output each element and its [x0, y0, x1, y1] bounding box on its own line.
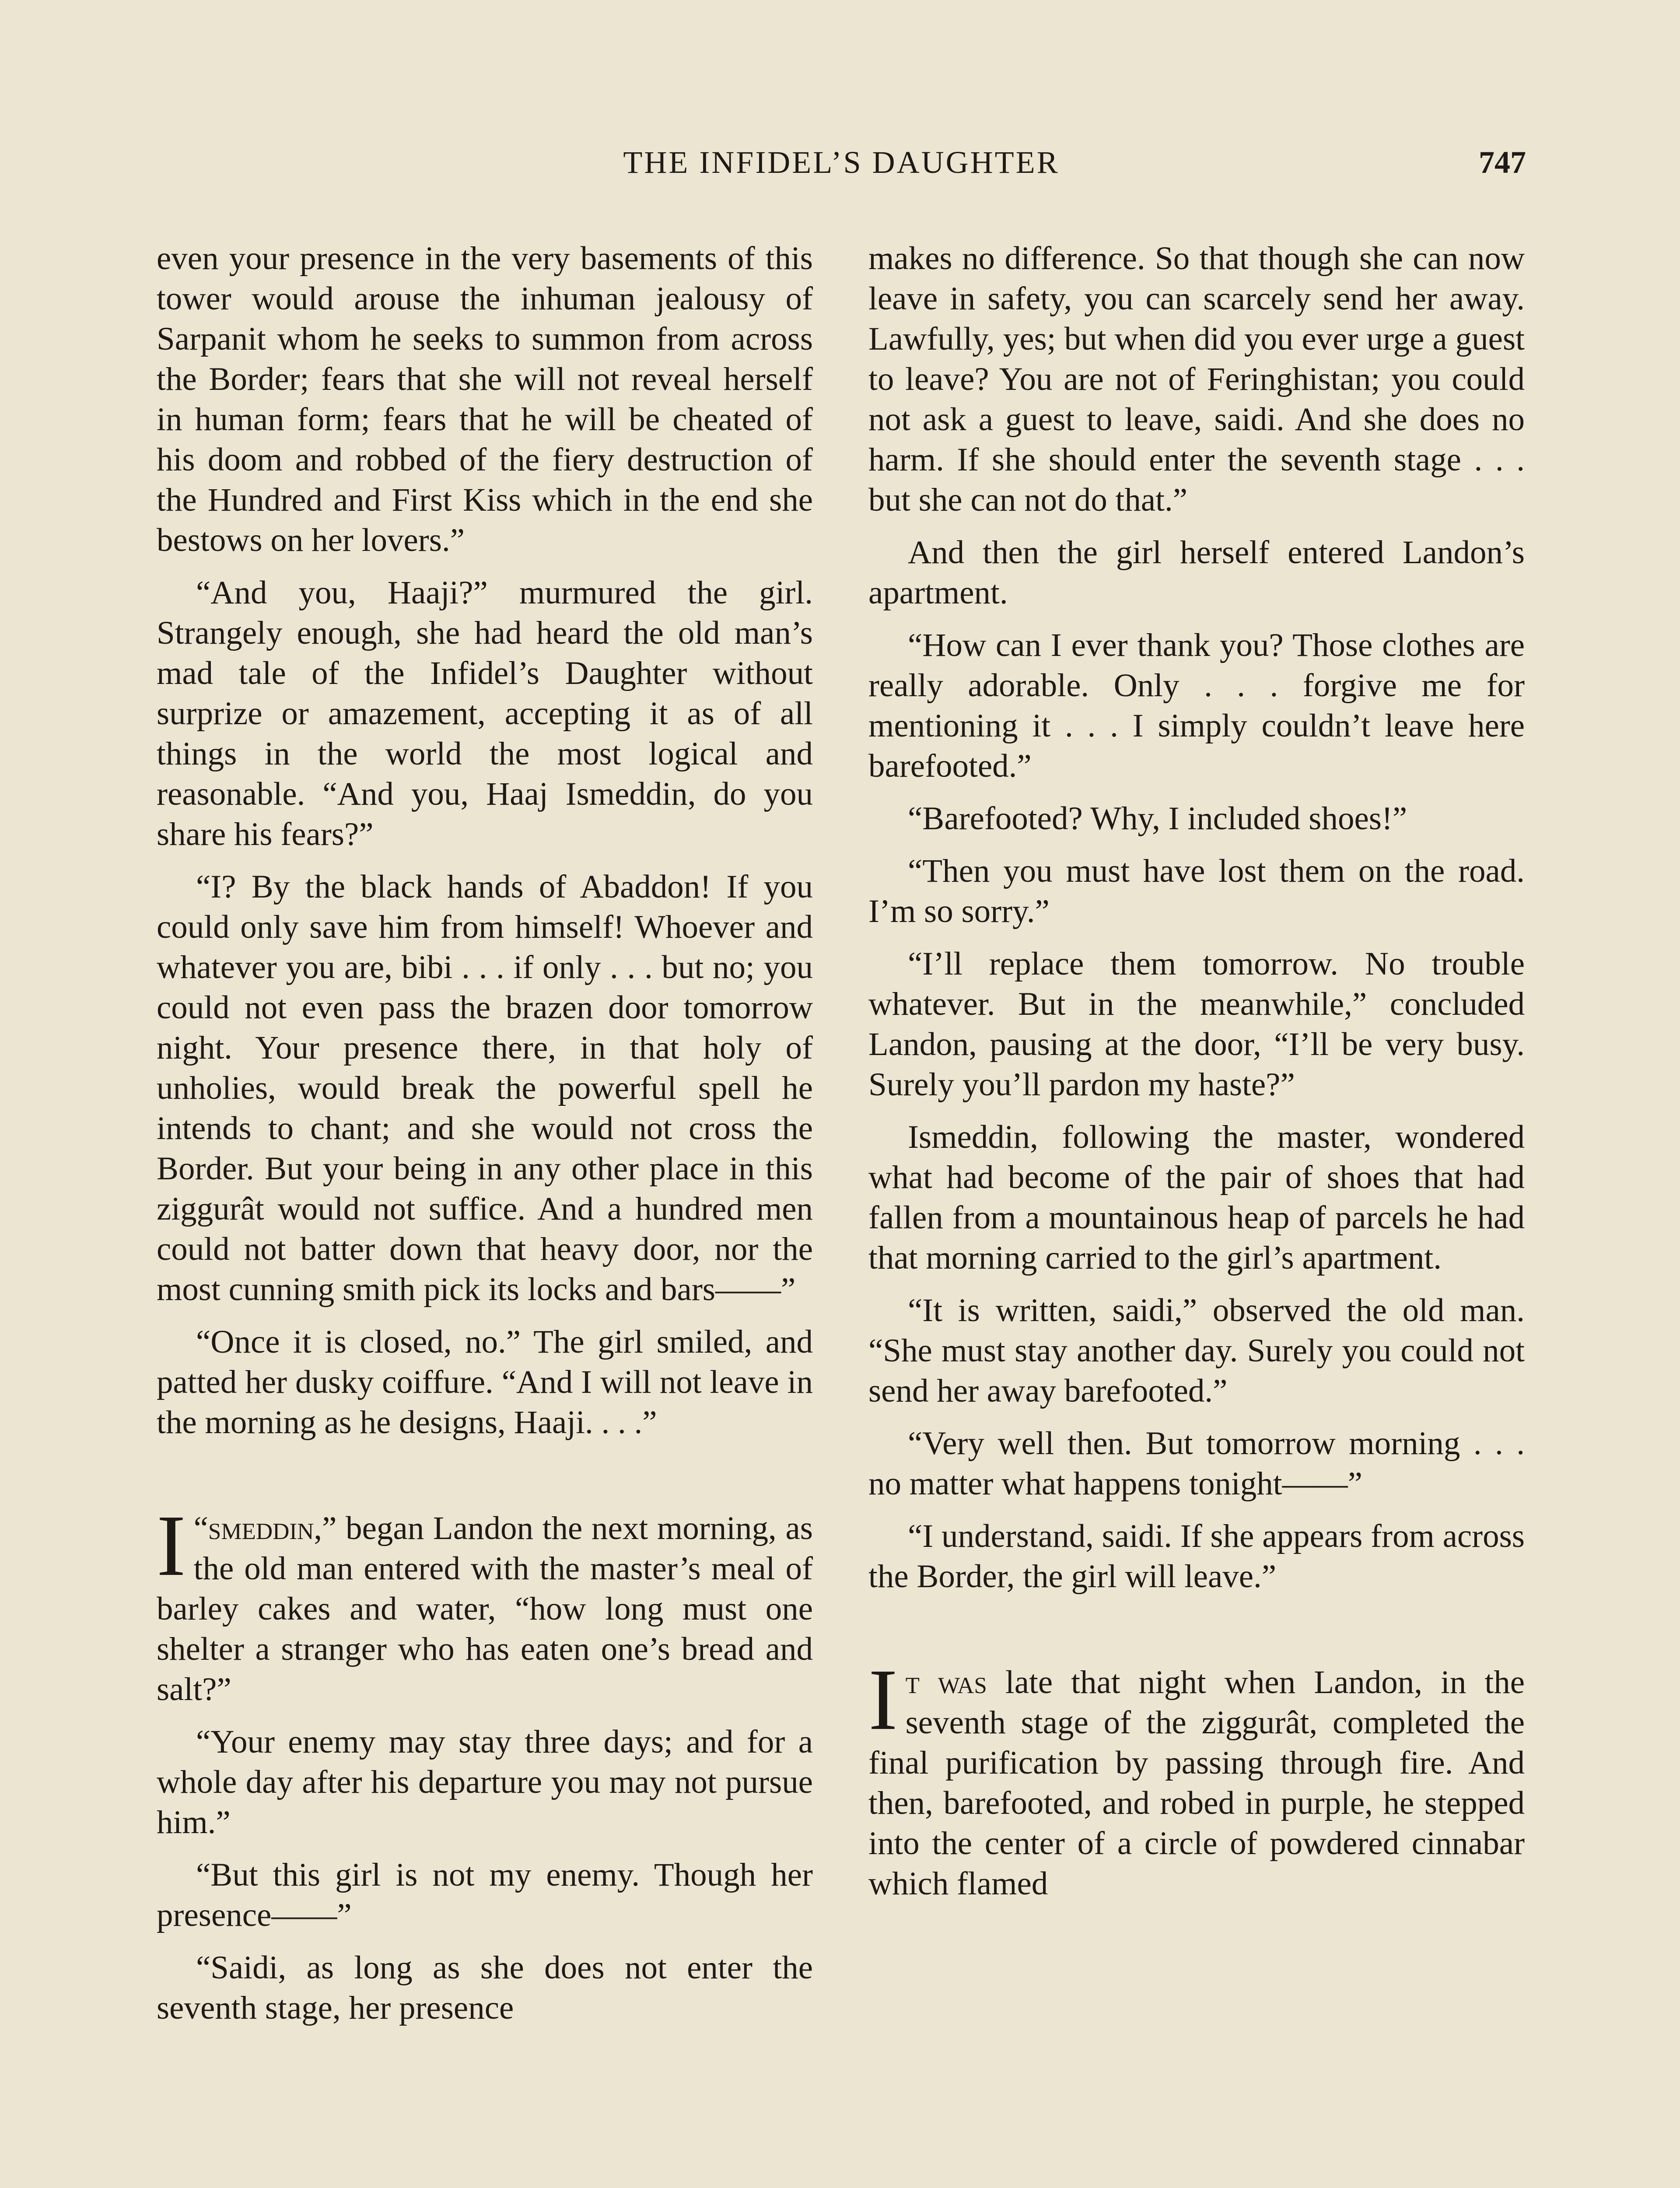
smallcaps-lead: t was	[905, 1664, 987, 1701]
paragraph: even your presence in the very basements of this tower would arouse the inhuman jealousy of Sarpanit whom he seeks to summon from across the Border; fears that she will not reveal herself in human form; fears that he will be cheated of his doom and robbed of the fiery destruction of the Hundred and First Kiss which in the end she bestows on her lovers.”	[157, 240, 813, 558]
paragraph: “Then you must have lost them on the road. I’m so sorry.”	[868, 853, 1525, 929]
paragraph: “Saidi, as long as she does not enter the seventh stage, her presence	[157, 1950, 813, 2026]
paragraph: “Barefooted? Why, I included shoes!”	[908, 800, 1407, 837]
paragraph: Ismeddin, following the master, wondered what had become of the pair of shoes that had fallen from a mountainous heap of parcels he had that morning carried to the girl’s apartment.	[868, 1119, 1525, 1276]
paragraph: “But this girl is not my enemy. Though her presence——”	[157, 1857, 813, 1933]
paragraph: “I understand, saidi. If she appears from across the Border, the girl will leave.”	[868, 1518, 1525, 1595]
paragraph: “Very well then. But tomorrow morning . . . no matter what happens tonight——”	[868, 1425, 1525, 1502]
smallcaps-lead: smeddin,	[208, 1510, 322, 1546]
paragraph: “Your enemy may stay three days; and for a whole day after his departure you may not pursue him.”	[157, 1724, 813, 1841]
paragraph: And then the girl herself entered Landon’s apartment.	[868, 534, 1525, 611]
page-header	[157, 144, 1526, 197]
section-opening-paragraph	[157, 1497, 813, 1710]
section-opening-paragraph	[868, 1652, 1525, 1904]
running-title: THE INFIDEL’S DAUGHTER	[623, 145, 1060, 180]
paragraph-text: ” began Landon the next morning, as the old man entered with the master’s meal of barley cakes and water, “how long must one shelter a stranger who has eaten one’s bread and salt?”	[157, 1510, 813, 1708]
paragraph-text: late that night when Landon, in the seventh stage of the ziggurât, completed the final purification by passing through fire. And then, barefooted, and robed in purple, he stepped into the center of a circle of powdered cinnabar which flamed	[868, 1664, 1525, 1902]
opening-quote: “	[193, 1510, 208, 1546]
paragraph: “I? By the black hands of Abaddon! If you could only save him from himself! Whoever and whatever you are, bibi . . . if only . . . but no; you could not even pass the brazen door tomorrow night. Your presence there, in that holy of unholies, would break the powerful spell he intends to chant; and she would not cross the Border. But your being in any other place in this ziggurât would not suffice. And a hundred men could not batter down that heavy door, nor the most cunning smith pick its locks and bars——”	[157, 869, 813, 1308]
paragraph: “It is written, saidi,” observed the old man. “She must stay another day. Surely you could not send her away barefooted.”	[868, 1292, 1525, 1409]
drop-cap: I	[157, 1497, 186, 1594]
paragraph: makes no difference. So that though she can now leave in safety, you can scarcely send her away. Lawfully, yes; but when did you ever urge a guest to leave? You are not of Feringhistan; you could not ask a guest to leave, saidi. And she does no harm. If she should enter the seventh stage . . . but she can not do that.”	[868, 240, 1525, 518]
paragraph: “How can I ever thank you? Those clothes are really adorable. Only . . . forgive me for mentioning it . . . I simply couldn’t leave here barefooted.”	[868, 627, 1525, 784]
paragraph: “Once it is closed, no.” The girl smiled, and patted her dusky coiffure. “And I will not leave in the morning as he designs, Haaji. . . .”	[157, 1324, 813, 1441]
right-column	[868, 238, 1525, 1904]
page-number: 747	[1479, 145, 1526, 180]
paragraph: “I’ll replace them tomorrow. No trouble whatever. But in the meanwhile,” concluded Landon, pausing at the door, “I’ll be very busy. Surely you’ll pardon my haste?”	[868, 946, 1525, 1103]
drop-cap: I	[868, 1652, 898, 1748]
paragraph: “And you, Haaji?” murmured the girl. Strangely enough, she had heard the old man’s mad tale of the Infidel’s Daughter without surprize or amazement, accepting it as of all things in the world the most logical and reasonable. “And you, Haaj Ismeddin, do you share his fears?”	[157, 575, 813, 852]
left-column	[157, 238, 813, 2028]
